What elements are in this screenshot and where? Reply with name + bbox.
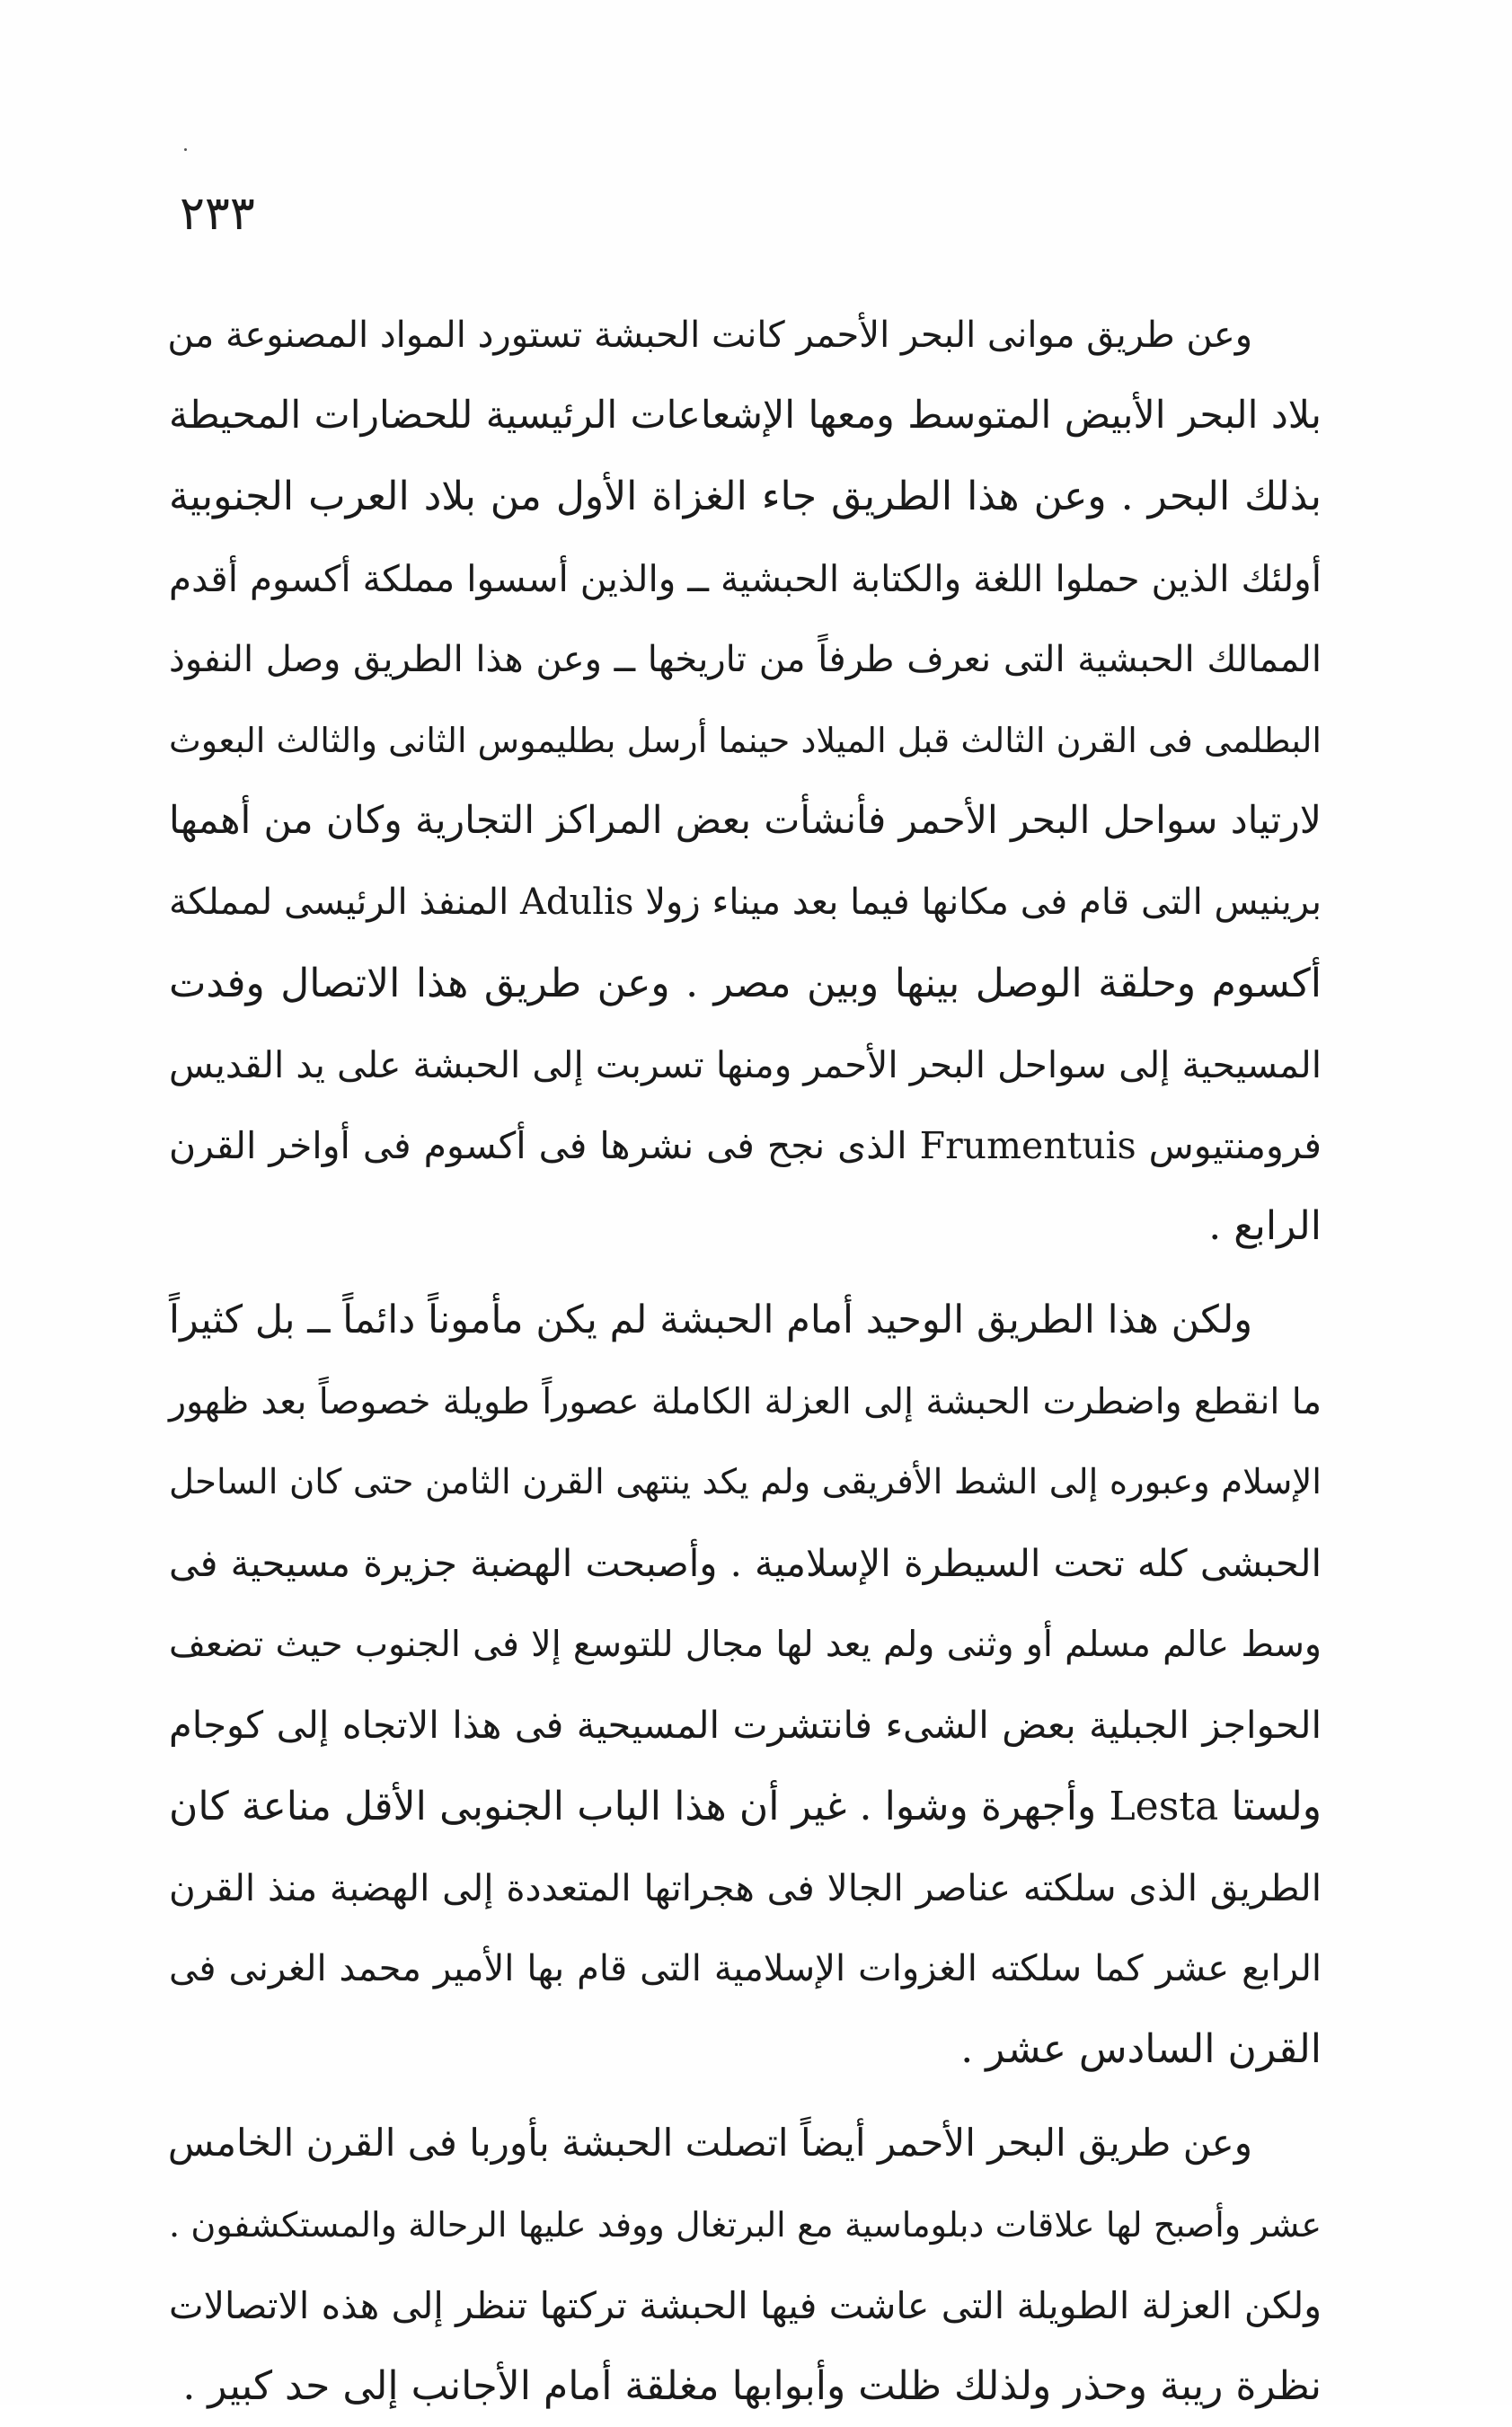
text-line: الممالك الحبشية التى نعرف طرفاً من تاريخها ــ وعن هذا الطريق وصل النفوذ <box>169 638 1322 680</box>
text-line: نظرة ريبة وحذر ولذلك ظلت وأبوابها مغلقة أمام الأجانب إلى حد كبير . <box>182 2363 1322 2410</box>
text-line: فرومنتيوس Frumentuis الذى نجح فى نشرها فى أكسوم فى أواخر القرن <box>169 1124 1322 1168</box>
text-line: الحواجز الجبلية بعض الشىء فانتشرت المسيحية فى هذا الاتجاه إلى كوجام <box>169 1703 1322 1748</box>
text-line: الطريق الذى سلكته عناصر الجالا فى هجراتها المتعددة إلى الهضبة منذ القرن <box>169 1865 1322 1909</box>
text-line: بلاد البحر الأبيض المتوسط ومعها الإشعاعات الرئيسية للحضارات المحيطة <box>169 394 1322 438</box>
text-line: ولكن هذا الطريق الوحيد أمام الحبشة لم يكن مأموناً دائماً ــ بل كثيراً <box>169 1298 1253 1343</box>
text-line: المسيحية إلى سواحل البحر الأحمر ومنها تسربت إلى الحبشة على يد القديس <box>169 1042 1322 1086</box>
text-line: ما انقطع واضطرت الحبشة إلى العزلة الكاملة عصوراً طويلة خصوصاً بعد ظهور <box>169 1380 1322 1422</box>
text-line: ولستا Lesta وأجهرة وشوا . غير أن هذا الباب الجنوبى الأقل مناعة كان <box>169 1783 1322 1829</box>
text-line: أولئك الذين حملوا اللغة والكتابة الحبشية ــ والذين أسسوا مملكة أكسوم أقدم <box>169 556 1322 600</box>
paragraph-1 <box>169 295 1322 1267</box>
ink-speck <box>184 148 187 151</box>
text-line: القرن السادس عشر . <box>960 2026 1322 2073</box>
text-line: ولكن العزلة الطويلة التى عاشت فيها الحبشة تركتها تنظر إلى هذه الاتصالات <box>169 2283 1322 2327</box>
text-line: بذلك البحر . وعن هذا الطريق جاء الغزاة الأول من بلاد العرب الجنوبية <box>169 474 1322 520</box>
text-line: برينيس التى قام فى مكانها فيما بعد ميناء زولا Adulis المنفذ الرئيسى لمملكة <box>169 881 1322 924</box>
text-line: عشر وأصبح لها علاقات دبلوماسية مع البرتغال ووفد عليها الرحالة والمستكشفون . <box>169 2204 1322 2245</box>
text-line: البطلمى فى القرن الثالث قبل الميلاد حينما أرسل بطليموس الثانى والثالث البعوث <box>169 721 1322 761</box>
text-line: وعن طريق البحر الأحمر أيضاً اتصلت الحبشة بأوربا فى القرن الخامس <box>167 2121 1253 2166</box>
text-line: الإسلام وعبوره إلى الشط الأفريقى ولم يكد ينتهى القرن الثامن حتى كان الساحل <box>169 1461 1322 1502</box>
text-line: الرابع . <box>1208 1203 1322 1250</box>
paragraph-3 <box>169 2103 1322 2427</box>
paragraph-2 <box>169 1280 1322 2090</box>
page-number: ٢٣٣ <box>180 187 255 241</box>
text-line: أكسوم وحلقة الوصل بينها وبين مصر . وعن طريق هذا الاتصال وفدت <box>169 960 1322 1006</box>
body-text <box>169 295 1322 2427</box>
text-line: الحبشى كله تحت السيطرة الإسلامية . وأصبحت الهضبة جزيرة مسيحية فى <box>169 1541 1322 1586</box>
text-line: وعن طريق موانى البحر الأحمر كانت الحبشة تستورد المواد المصنوعة من <box>167 314 1253 356</box>
text-line: الرابع عشر كما سلكته الغزوات الإسلامية التى قام بها الأمير محمد الغرنى فى <box>169 1948 1322 1990</box>
text-line: لارتياد سواحل البحر الأحمر فأنشأت بعض المراكز التجارية وكان من أهمها <box>169 799 1322 844</box>
text-line: وسط عالم مسلم أو وثنى ولم يعد لها مجال للتوسع إلا فى الجنوب حيث تضعف <box>169 1624 1322 1666</box>
